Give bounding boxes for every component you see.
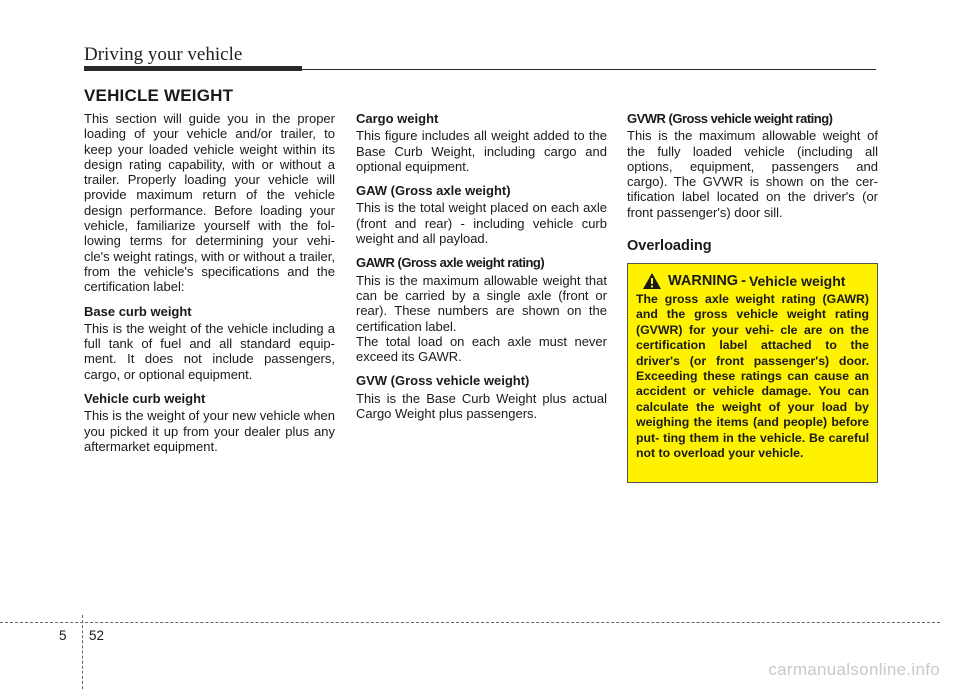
gaw-text: This is the total weight placed on each axle (front and rear) - including vehicle curb weight and all payload. — [356, 200, 607, 247]
warning-subtitle: Vehicle weight — [748, 273, 846, 289]
gvwr-text: This is the maximum allowable weight of the fully loaded vehicle (including all options, equipment, passengers and cargo). The GVWR is shown on the cer- tification label located on the driver's (or front passenger's) door sill. — [627, 128, 878, 220]
page-number: 52 — [89, 628, 105, 643]
cargo-weight-text: This figure includes all weight added to the Base Curb Weight, including cargo and optional equipment. — [356, 128, 607, 174]
warning-title: WARNING — [668, 273, 739, 289]
gvwr-heading: GVWR (Gross vehicle weight rating) — [627, 111, 833, 126]
warning-box — [627, 263, 878, 483]
base-curb-weight-text: This is the weight of the vehicle including a full tank of fuel and all standard equip- ment. It does not include passengers, cargo, or optional equipment. — [84, 320, 335, 382]
column-right — [627, 111, 878, 220]
gawr-heading: GAWR (Gross axle weight rating) — [356, 255, 545, 271]
gawr-text: This is the maximum allowable weight that can be carried by a single axle (front or rear). These numbers are shown on the certification label. — [356, 272, 607, 334]
warning-header — [642, 272, 869, 290]
gvw-heading: GVW (Gross vehicle weight) — [356, 373, 530, 389]
warning-separator: - — [741, 273, 746, 289]
column-left — [84, 111, 335, 454]
header-rule-thin — [302, 69, 876, 70]
footer-vertical-divider — [82, 615, 83, 689]
warning-triangle-icon — [642, 272, 662, 290]
header-rule-thick — [84, 66, 302, 71]
gawr-text-2: The total load on each axle must never exceed its GAWR. — [356, 333, 607, 365]
base-curb-weight-heading: Base curb weight — [84, 303, 192, 319]
watermark: carmanualsonline.info — [768, 660, 940, 679]
gvw-text: This is the Base Curb Weight plus actual Cargo Weight plus passengers. — [356, 390, 607, 422]
gaw-heading: GAW (Gross axle weight) — [356, 183, 511, 199]
section-heading: VEHICLE WEIGHT — [84, 86, 234, 105]
vehicle-curb-weight-text: This is the weight of your new vehicle when you picked it up from your dealer plus any aftermarket equipment. — [84, 408, 335, 454]
intro-paragraph: This section will guide you in the proper loading of your vehicle and/or trailer, to keep your loaded vehicle weight within its design rating capability, with or without a trailer. Properly loading your vehicle will provide maximum return of the vehicle design performance. Before loading your vehicle, familiarize yourself with the fol- lowing terms for determining your vehi- cle's weight ratings, with or without a trailer, from the vehicle's specifications and the certification label: — [84, 111, 335, 295]
cargo-weight-heading: Cargo weight — [356, 111, 439, 126]
warning-text: The gross axle weight rating (GAWR) and the gross vehicle weight rating (GVWR) for your vehi- cle are on the certification label attached to the driver's (or front passenger's) door. Exceeding these ratings can cause an accident or vehicle damage. You can calculate the weight of your load by weighing the items (and people) before put- ting them in the vehicle. Be careful not to overload your vehicle. — [636, 292, 869, 461]
column-middle — [356, 111, 607, 421]
chapter-title: Driving your vehicle — [84, 44, 243, 65]
overloading-heading: Overloading — [627, 238, 712, 254]
chapter-number: 5 — [59, 628, 67, 643]
vehicle-curb-weight-heading: Vehicle curb weight — [84, 391, 206, 407]
footer-divider — [0, 622, 940, 623]
